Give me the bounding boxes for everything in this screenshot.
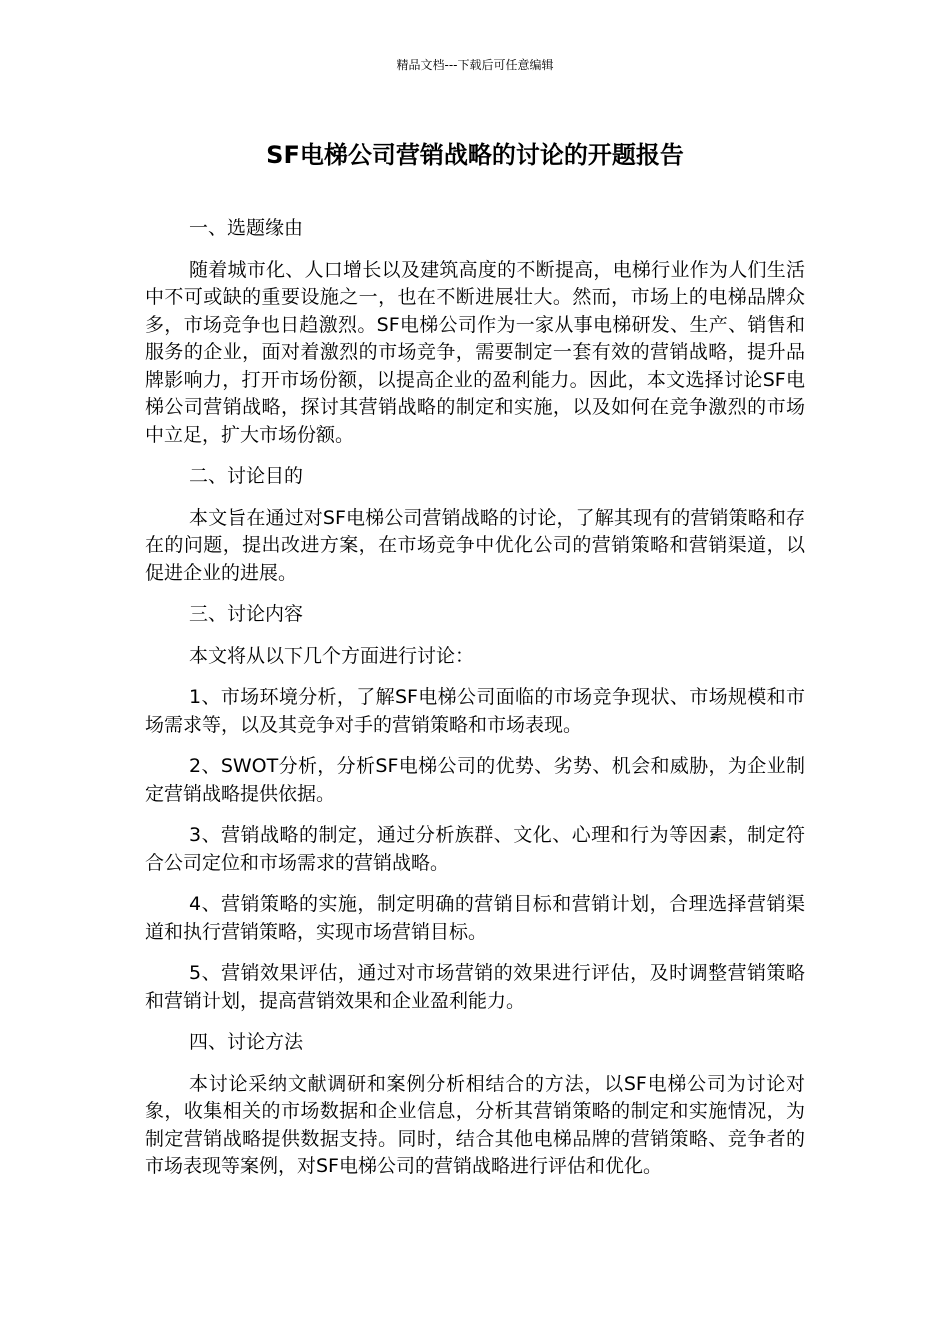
paragraph-background: 随着城市化、人口增长以及建筑高度的不断提高，电梯行业作为人们生活中不可或缺的重要设施之一，也在不断进展壮大。然而，市场上的电梯品牌众多，市场竞争也日趋激烈。SF电梯公司作为一家从事电梯研发、生产、销售和服务的企业，面对着激烈的市场竞争，需要制定一套有效的营销战略，提升品牌影响力，打开市场份额，以提高企业的盈利能力。因此，本文选择讨论SF电梯公司营销战略，探讨其营销战略的制定和实施，以及如何在竞争激烈的市场中立足，扩大市场份额。 (145, 258, 805, 446)
section-heading-method: 四、讨论方法 (189, 1031, 304, 1053)
list-item-strategy-implementation: 4、营销策略的实施，制定明确的营销目标和营销计划，合理选择营销渠道和执行营销策略，实现市场营销目标。 (145, 893, 805, 943)
list-item-effect-evaluation: 5、营销效果评估，通过对市场营销的效果进行评估，及时调整营销策略和营销计划，提高营销效果和企业盈利能力。 (145, 962, 805, 1012)
list-item-swot-analysis: 2、SWOT分析，分析SF电梯公司的优势、劣势、机会和威胁，为企业制定营销战略提供依据。 (145, 755, 805, 805)
document-body (145, 215, 805, 1195)
document-title: SF电梯公司营销战略的讨论的开题报告 (266, 141, 684, 169)
list-item-strategy-formulation: 3、营销战略的制定，通过分析族群、文化、心理和行为等因素，制定符合公司定位和市场需求的营销战略。 (145, 824, 805, 874)
paragraph-method: 本讨论采纳文献调研和案例分析相结合的方法，以SF电梯公司为讨论对象，收集相关的市场数据和企业信息，分析其营销策略的制定和实施情况，为制定营销战略提供数据支持。同时，结合其他电梯品牌的营销策略、竞争者的市场表现等案例，对SF电梯公司的营销战略进行评估和优化。 (145, 1072, 805, 1177)
section-heading-content: 三、讨论内容 (189, 603, 304, 625)
paragraph-content-intro: 本文将从以下几个方面进行讨论： (189, 644, 475, 667)
paragraph-purpose: 本文旨在通过对SF电梯公司营销战略的讨论，了解其现有的营销策略和存在的问题，提出改进方案，在市场竞争中优化公司的营销策略和营销渠道，以促进企业的进展。 (145, 506, 805, 584)
section-heading-purpose: 二、讨论目的 (189, 465, 304, 487)
section-heading-background: 一、选题缘由 (189, 217, 304, 239)
page-header: 精品文档---下载后可任意编辑 (396, 58, 554, 72)
list-item-market-analysis: 1、市场环境分析，了解SF电梯公司面临的市场竞争现状、市场规模和市场需求等，以及其竞争对手的营销策略和市场表现。 (145, 686, 805, 736)
